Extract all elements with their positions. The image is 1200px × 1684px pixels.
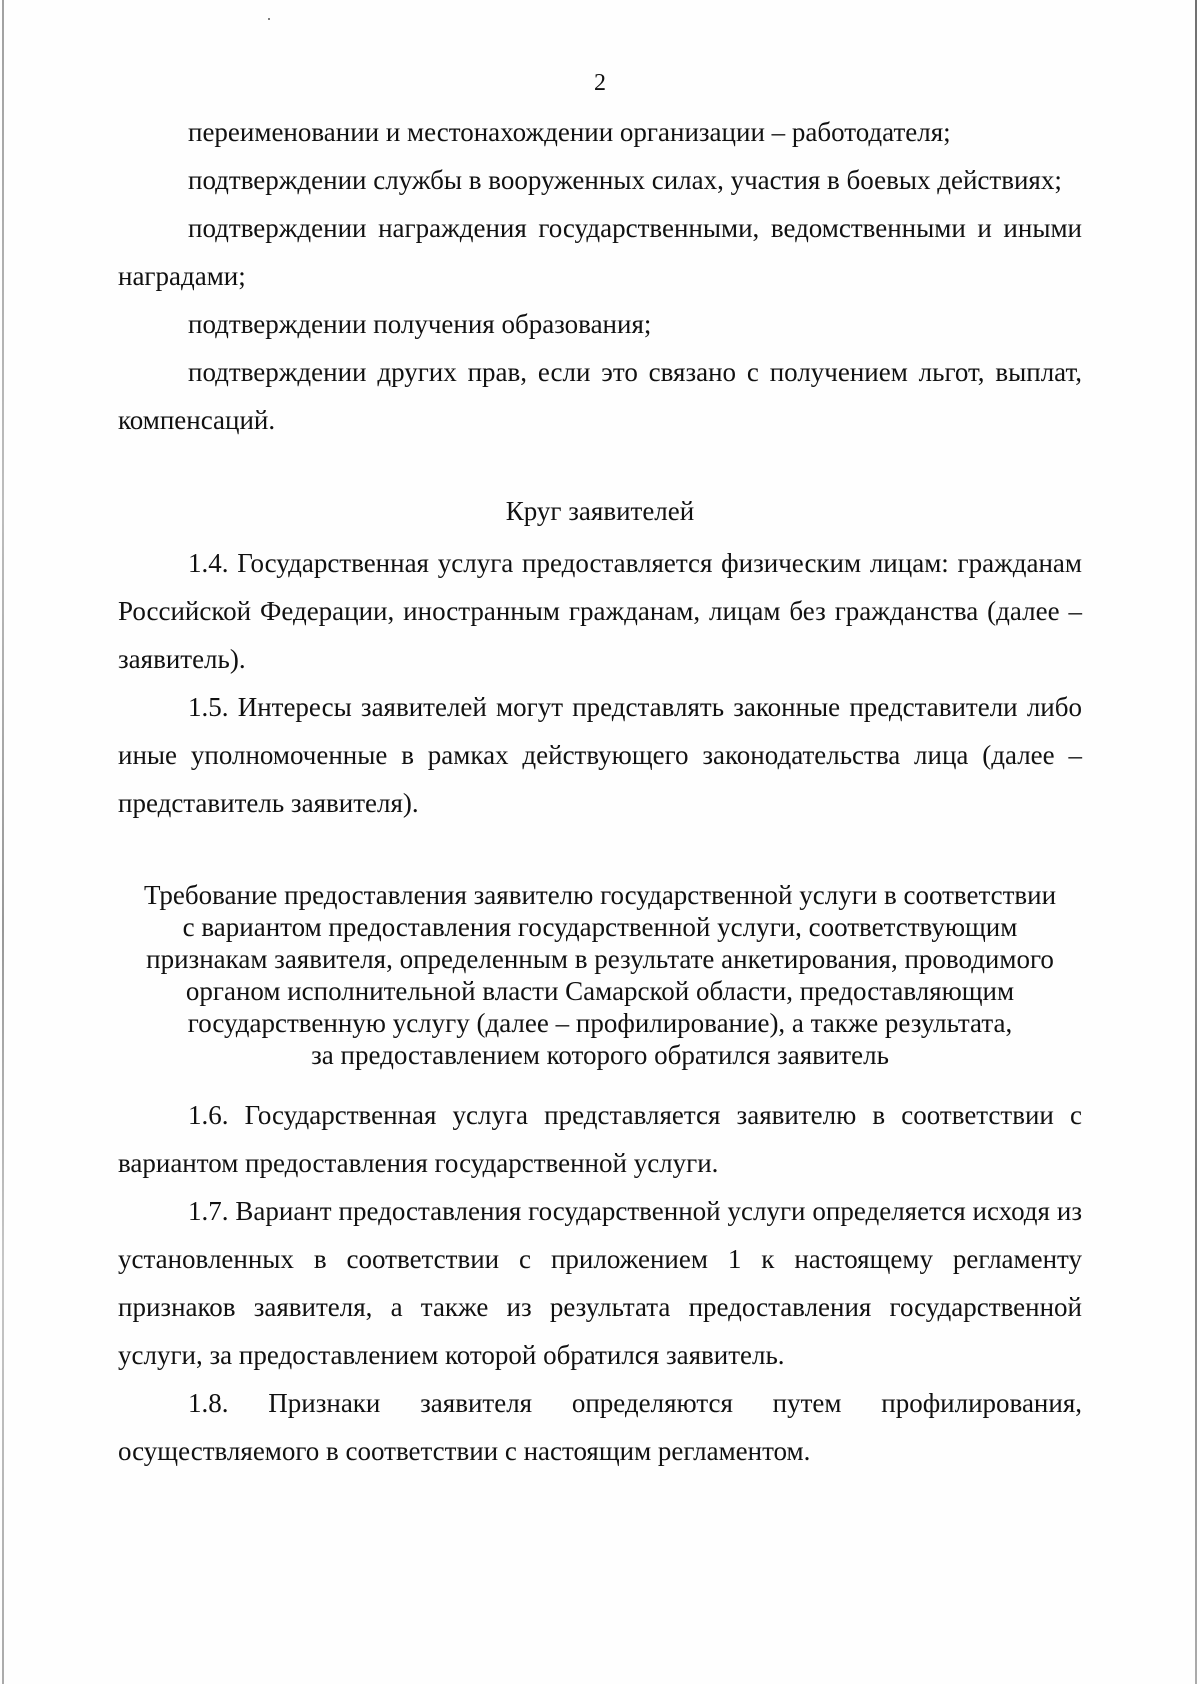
scan-edge-right bbox=[1195, 0, 1197, 1684]
heading-line: признакам заявителя, определенным в результате анкетирования, проводимого bbox=[146, 944, 1054, 974]
paragraph-1-5: 1.5. Интересы заявителей могут представлять законные представители либо иные уполномоченные в рамках действующего законодательства лица (далее – представитель заявителя). bbox=[118, 692, 1082, 818]
paragraph: подтверждении службы в вооруженных силах, участия в боевых действиях; bbox=[188, 165, 1062, 195]
paragraph: переименовании и местонахождении организации – работодателя; bbox=[188, 117, 951, 147]
section-heading-requirement bbox=[118, 879, 1082, 1071]
paragraph-1-4: 1.4. Государственная услуга предоставляется физическим лицам: гражданам Российской Федерации, иностранным гражданам, лицам без гражданства (далее – заявитель). bbox=[118, 548, 1082, 674]
heading-line: государственную услугу (далее – профилирование), а также результата, bbox=[187, 1008, 1013, 1038]
document-body bbox=[118, 108, 1082, 1475]
paragraph: подтверждении награждения государственными, ведомственными и иными наградами; bbox=[118, 213, 1082, 291]
heading-line: Требование предоставления заявителю государственной услуги в соответствии bbox=[143, 880, 1057, 910]
heading-line: с вариантом предоставления государственной услуги, соответствующим bbox=[182, 912, 1018, 942]
section-heading-applicants: Круг заявителей bbox=[505, 496, 695, 526]
paragraph: подтверждении получения образования; bbox=[188, 309, 652, 339]
heading-line: за предоставлением которого обратился заявитель bbox=[311, 1040, 889, 1070]
paragraph-1-7: 1.7. Вариант предоставления государственной услуги определяется исходя из установленных в соответствии с приложением 1 к настоящему регламенту признаков заявителя, а также из результата предоставления государственной услуги, за предоставлением которой обратился заявитель. bbox=[118, 1196, 1082, 1370]
scan-speck bbox=[268, 18, 270, 20]
paragraph-1-8: 1.8. Признаки заявителя определяются путем профилирования, осуществляемого в соответствии с настоящим регламентом. bbox=[118, 1388, 1082, 1466]
heading-line: органом исполнительной власти Самарской области, предоставляющим bbox=[185, 976, 1015, 1006]
paragraph-1-6: 1.6. Государственная услуга представляется заявителю в соответствии с вариантом предоставления государственной услуги. bbox=[118, 1100, 1082, 1178]
paragraph: подтверждении других прав, если это связано с получением льгот, выплат, компенсаций. bbox=[118, 357, 1082, 435]
scan-edge-left bbox=[2, 0, 4, 1684]
page-number: 2 bbox=[594, 70, 606, 96]
